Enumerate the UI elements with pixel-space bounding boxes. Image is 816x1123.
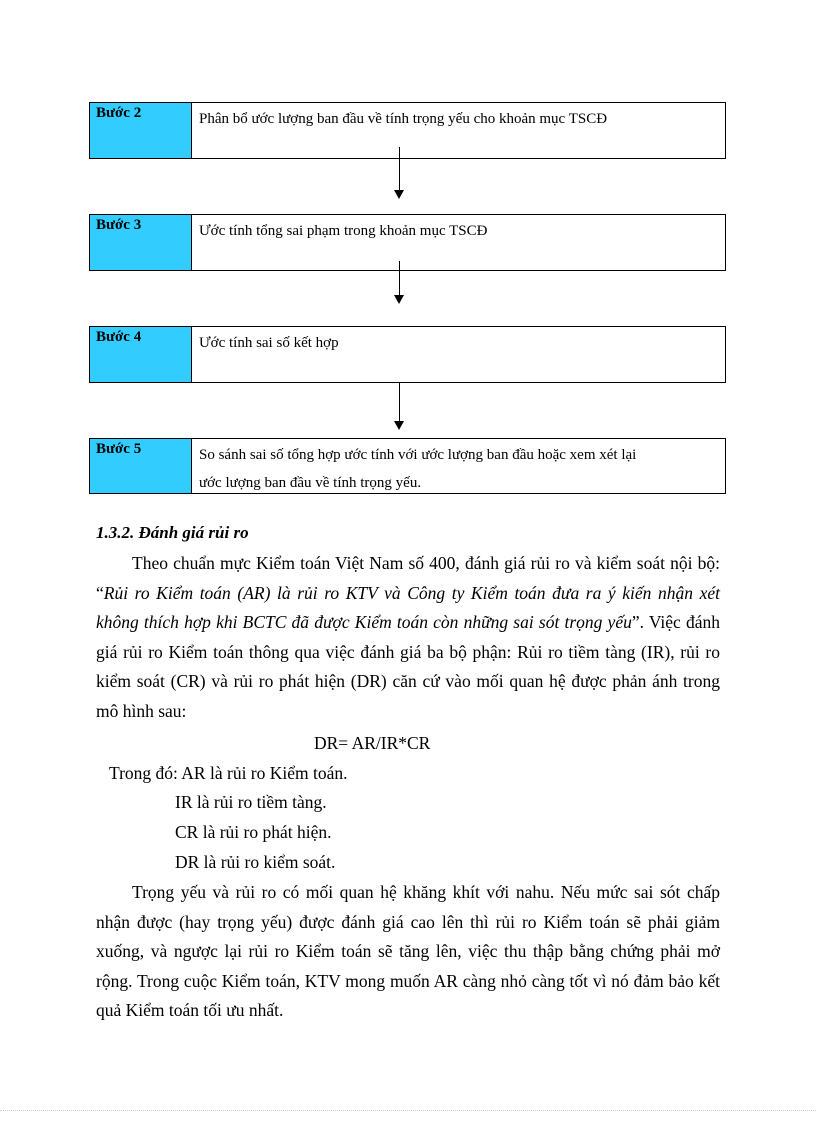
paragraph-materiality-risk bbox=[96, 878, 720, 1026]
step-description-line: Ước tính sai số kết hợp bbox=[199, 335, 339, 351]
step-label: Bước 3 bbox=[90, 215, 192, 270]
section-heading: 1.3.2. Đánh giá rủi ro bbox=[96, 523, 249, 542]
step-description bbox=[192, 103, 725, 158]
arrow-shaft bbox=[399, 261, 400, 296]
step-description-line: Ước tính tổng sai phạm trong khoản mục TSCĐ bbox=[199, 223, 488, 239]
step-label: Bước 4 bbox=[90, 327, 192, 382]
risk-formula: DR= AR/IR*CR bbox=[314, 733, 431, 753]
step-description-line: So sánh sai số tổng hợp ước tính với ước lượng ban đầu hoặc xem xét lại bbox=[199, 447, 637, 463]
step-label: Bước 5 bbox=[90, 439, 192, 493]
quote-end: ” bbox=[631, 612, 640, 633]
paragraph-text: Trọng yếu và rủi ro có mối quan hệ khăng khít với nahu. Nếu mức sai sót chấp nhận được (hay trọng yếu) được đánh giá cao lên thì rủi ro Kiểm toán sẽ phải giảm xuống, và ngược lại rủi ro Kiểm toán sẽ tăng lên, việc thu thập bằng chứng phải mở rộng. Trong cuộc Kiểm toán, KTV mong muốn AR càng nhỏ càng tốt vì nó đảm bảo kết quả Kiểm toán tối ưu nhất. bbox=[96, 882, 720, 1021]
step-box-4 bbox=[89, 326, 726, 383]
page-bottom-divider bbox=[0, 1110, 816, 1111]
step-box-2 bbox=[89, 102, 726, 159]
flow-arrow bbox=[394, 261, 406, 304]
step-description-line: ước lượng ban đầu về tính trọng yếu. bbox=[199, 475, 422, 491]
quote-text: Rủi ro Kiểm toán (AR) là rủi ro KTV và Công ty Kiểm toán đưa ra ý kiến nhận xét không thích hợp khi BCTC đã được Kiểm toán còn những sai sót trọng yếu bbox=[96, 582, 720, 633]
paragraph-tail: . Việc đánh giá rủi ro Kiểm toán thông qua việc đánh giá ba bộ phận: Rủi ro tiềm tàng (IR), rủi ro kiểm soát (CR) và rủi ro phát hiện (DR) căn cứ vào mối quan hệ được phản ánh trong mô hình sau: bbox=[96, 612, 721, 721]
paragraph-lead: Theo chuẩn mực Kiểm toán Việt Nam số 400, đánh giá rủi ro và kiểm soát nội bộ: “ bbox=[96, 553, 720, 603]
step-label: Bước 2 bbox=[90, 103, 192, 158]
arrow-head-icon bbox=[394, 190, 404, 199]
arrow-shaft bbox=[399, 383, 400, 422]
arrow-head-icon bbox=[394, 421, 404, 430]
step-description bbox=[192, 215, 725, 270]
flow-arrow bbox=[394, 147, 406, 199]
definition-cr: CR là rủi ro phát hiện. bbox=[175, 822, 332, 842]
arrow-head-icon bbox=[394, 295, 404, 304]
definition-ar: Trong đó: AR là rủi ro Kiểm toán. bbox=[109, 763, 348, 783]
step-description bbox=[192, 327, 725, 382]
step-description-line: Phân bổ ước lượng ban đầu về tính trọng yếu cho khoản mục TSCĐ bbox=[199, 111, 608, 127]
step-box-5 bbox=[89, 438, 726, 494]
definition-dr: DR là rủi ro kiểm soát. bbox=[175, 852, 336, 872]
flow-arrow bbox=[394, 383, 406, 430]
paragraph-risk-definition bbox=[96, 549, 720, 727]
step-description bbox=[192, 439, 725, 493]
step-box-3 bbox=[89, 214, 726, 271]
arrow-shaft bbox=[399, 147, 400, 191]
definition-ir: IR là rủi ro tiềm tàng. bbox=[175, 792, 327, 812]
